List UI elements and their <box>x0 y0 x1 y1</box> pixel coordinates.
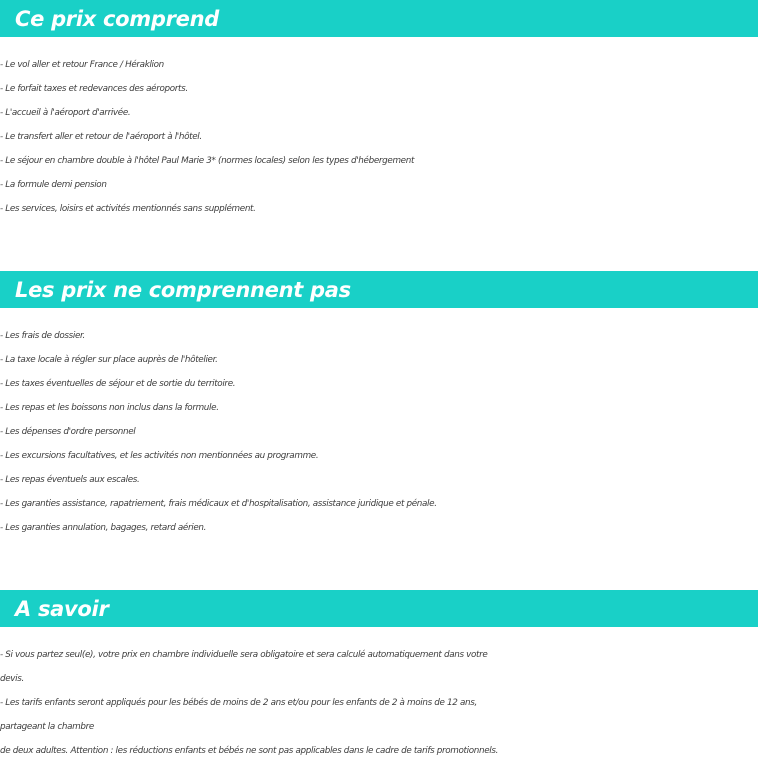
text-line: devis. <box>0 674 24 684</box>
list-item: - Le séjour en chambre double à l'hôtel Paul Marie 3* (normes locales) selon les types d'hébergement <box>0 156 415 166</box>
section-title: Les prix ne comprennent pas <box>15 277 351 302</box>
list-item: - Le vol aller et retour France / Héraklion <box>0 60 164 70</box>
list-item: - Les taxes éventuelles de séjour et de sortie du territoire. <box>0 379 236 389</box>
text-line: partageant la chambre <box>0 722 94 732</box>
list-item: - Les repas et les boissons non inclus dans la formule. <box>0 403 219 413</box>
list-item: - Les frais de dossier. <box>0 331 85 341</box>
to-know-list <box>0 643 758 763</box>
list-item: - Le transfert aller et retour de l'aéroport à l'hôtel. <box>0 132 202 142</box>
included-list <box>0 53 758 221</box>
list-item: - Les garanties assistance, rapatriement, frais médicaux et d'hospitalisation, assistance juridique et pénale. <box>0 499 437 509</box>
list-item: - Les dépenses d'ordre personnel <box>0 427 136 437</box>
list-item: - La taxe locale à régler sur place auprès de l'hôtelier. <box>0 355 218 365</box>
section-included <box>0 0 758 214</box>
list-item: - Les garanties annulation, bagages, retard aérien. <box>0 523 207 533</box>
section-not-included <box>0 271 758 533</box>
section-header <box>0 271 758 308</box>
list-item: - L'accueil à l'aéroport d'arrivée. <box>0 108 131 118</box>
list-item: - La formule demi pension <box>0 180 107 190</box>
list-item: - Les repas éventuels aux escales. <box>0 475 140 485</box>
text-line: - Si vous partez seul(e), votre prix en chambre individuelle sera obligatoire et sera calculé automatiquement dans votre <box>0 650 488 660</box>
section-title: A savoir <box>15 596 109 621</box>
text-line: de deux adultes. Attention : les réductions enfants et bébés ne sont pas applicables dans le cadre de tarifs promotionnels. <box>0 746 499 756</box>
text-line: - Les tarifs enfants seront appliqués pour les bébés de moins de 2 ans et/ou pour les enfants de 2 à moins de 12 ans, <box>0 698 477 708</box>
section-title: Ce prix comprend <box>15 6 219 31</box>
section-header <box>0 0 758 37</box>
not-included-list <box>0 324 758 540</box>
list-item: - Les services, loisirs et activités mentionnés sans supplément. <box>0 204 256 214</box>
section-header <box>0 590 758 627</box>
section-to-know <box>0 590 758 756</box>
list-item: - Le forfait taxes et redevances des aéroports. <box>0 84 188 94</box>
list-item: - Les excursions facultatives, et les activités non mentionnées au programme. <box>0 451 319 461</box>
